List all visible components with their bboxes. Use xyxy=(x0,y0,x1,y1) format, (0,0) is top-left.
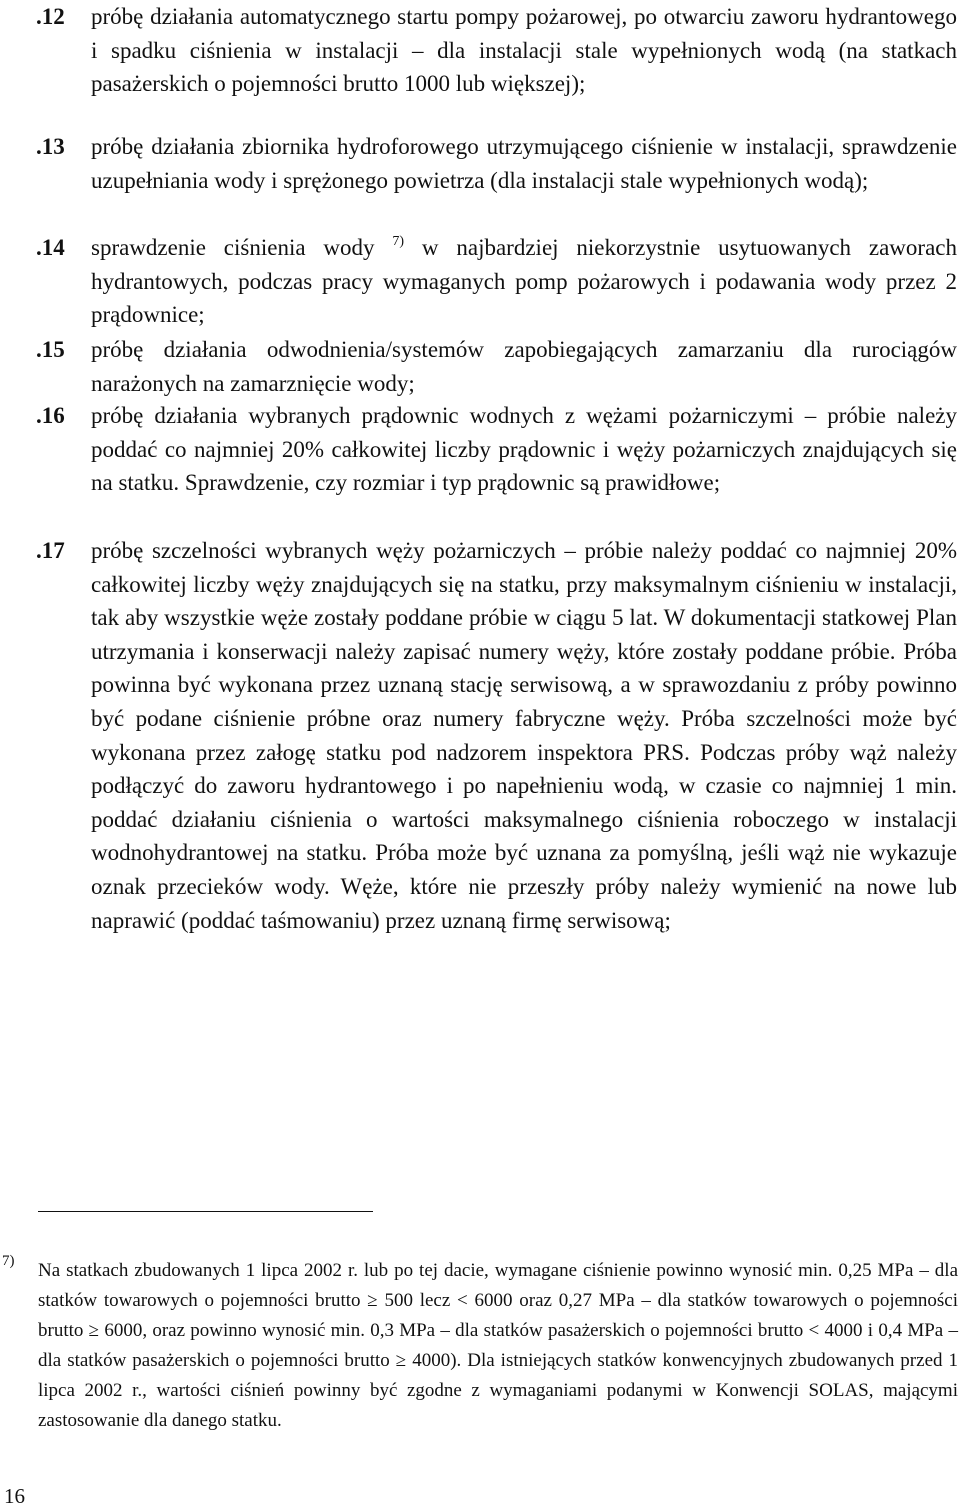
page-number: 16 xyxy=(4,1484,25,1508)
list-item-17 xyxy=(0,534,958,937)
item-number: .12 xyxy=(36,4,65,29)
item-number: .15 xyxy=(36,337,65,362)
footnote-separator xyxy=(38,1211,373,1212)
item-text xyxy=(91,231,957,332)
item-text: próbę działania zbiornika hydroforowego utrzymującego ciśnienie w instalacji, sprawdzenie uzupełniania wody i sprężonego powietrza (dla instalacji stale wypełnionych wodą); xyxy=(91,134,957,193)
list-item-16 xyxy=(0,399,958,500)
footnote-text: Na statkach zbudowanych 1 lipca 2002 r. lub po tej dacie, wymagane ciśnienie powinno wynosić min. 0,25 MPa – dla statków towarowych o pojemności brutto ≥ 500 lecz < 6000 oraz 0,27 MPa – dla statków towarowych o pojemności brutto ≥ 6000, oraz powinno wynosić min. 0,3 MPa – dla statków pasażerskich o pojemności brutto < 4000 i 0,4 MPa – dla statków pasażerskich o pojemności brutto ≥ 4000). Dla istniejących statków konwencyjnych zbudowanych przed 1 lipca 2002 r., wartości ciśnień powinny być zgodne z wymaganiami podanymi w Konwencji SOLAS, mającymi zastosowanie dla danego statku. xyxy=(38,1260,958,1431)
list-item-12 xyxy=(0,0,958,101)
item-text: próbę szczelności wybranych węży pożarniczych – próbie należy poddać co najmniej 20% całkowitej liczby węży znajdujących się na statku, przy maksymalnym ciśnieniu w instalacji, tak aby wszystkie węże zostały poddane próbie w ciągu 5 lat. W dokumentacji statkowej Plan utrzymania i konserwacji należy zapisać numery węży, które zostały poddane próbie. Próba powinna być wykonana przez uznaną stację serwisową, a w sprawozdaniu z próby powinno być podane ciśnienie próbne oraz numery fabryczne węży. Próba szczelności może być wykonana przez załogę statku pod nadzorem inspektora PRS. Podczas próby wąż należy podłączyć do zaworu hydrantowego i po napełnieniu wodą, w czasie co najmniej 1 min. poddać działaniu ciśnienia o wartości maksymalnego ciśnienia roboczego w instalacji wodnohydrantowej na statku. Próba może być uznana za pomyślną, jeśli wąż nie wykazuje oznak przecieków wody. Węże, które nie przeszły próby należy wymienić na nowe lub naprawić (poddać taśmowaniu) przez uznaną firmę serwisową; xyxy=(91,538,957,933)
footnote-mark: 7) xyxy=(2,1253,15,1269)
list-item-15 xyxy=(0,333,958,400)
item-number: .14 xyxy=(36,235,65,260)
item-text: próbę działania automatycznego startu pompy pożarowej, po otwarciu zaworu hydrantowego i spadku ciśnienia w instalacji – dla instalacji stale wypełnionych wodą (na statkach pasażerskich o pojemności brutto 1000 lub większej); xyxy=(91,4,957,97)
item-text: próbę działania odwodnienia/systemów zapobiegających zamarzaniu dla rurociągów narażonych na zamarznięcie wody; xyxy=(91,337,957,396)
item-number: .16 xyxy=(36,403,65,428)
item-text: próbę działania wybranych prądownic wodnych z wężami pożarniczymi – próbie należy poddać co najmniej 20% całkowitej liczby prądownic i węży pożarniczych znajdujących się na statku. Sprawdzenie, czy rozmiar i typ prądownic są prawidłowe; xyxy=(91,403,957,496)
list-item-13 xyxy=(0,130,958,197)
item-text-before-footnote: sprawdzenie ciśnienia wody xyxy=(91,235,375,260)
list-item-14 xyxy=(0,231,958,332)
item-number: .13 xyxy=(36,134,65,159)
footnote-reference: 7) xyxy=(392,234,405,249)
item-number: .17 xyxy=(36,538,65,563)
item-text-after-footnote: w najbardziej niekorzystnie usytuowanych zaworach hydrantowych, podczas pracy wymaganych pomp pożarowych i podawania wody przez 2 prądownice; xyxy=(91,235,957,328)
